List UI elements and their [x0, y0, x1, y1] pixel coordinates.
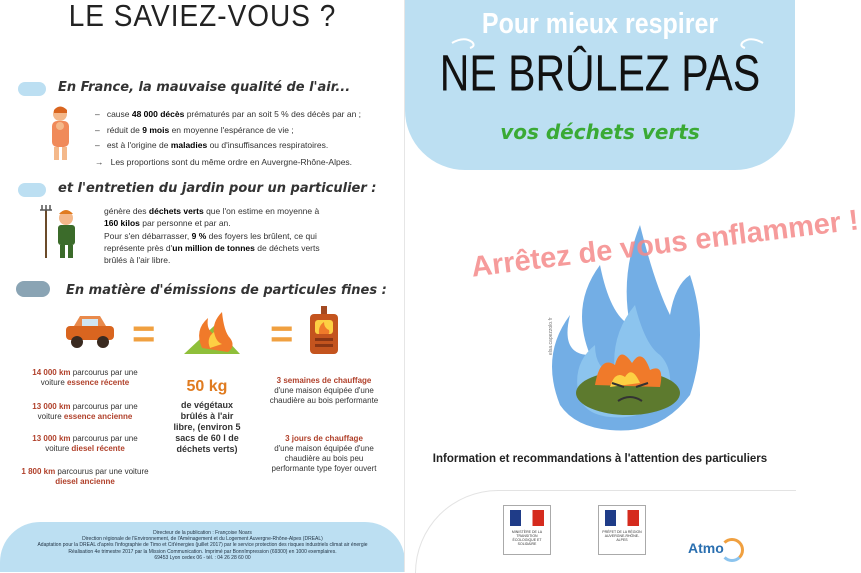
stat-heating-2: 3 jours de chauffage d'une maison équipée d'une chaudière au bois peu performante type foyer ouvert	[271, 434, 377, 473]
footer-credits	[20, 530, 385, 561]
list-item: – cause 48 000 décès prématurés par an soit 5 % des décès par an ;	[95, 109, 362, 119]
equals-sign: =	[132, 312, 156, 356]
paragraph: génère des déchets verts que l'on estime en moyenne à 160 kilos par personne et par an.	[104, 206, 320, 228]
person-coughing-icon	[46, 104, 76, 162]
flag-icon	[510, 510, 544, 526]
footer-line: Direction régionale de l'Environnement, de l'Aménagement et du Logement Auvergne-Rhône-Alpes (DREAL)	[82, 536, 323, 543]
headline: NE BRÛLEZ PAS	[439, 44, 761, 102]
stat-weight: 50 kg	[186, 378, 228, 395]
footer-line: Adaptation pour la DREAL d'après l'infographie de Timo et Cit'énergies (juillet 2017) par le service protection des risques industriels climat air énergie	[37, 542, 368, 549]
list-item: – est à l'origine de maladies ou d'insuffisances respiratoires.	[95, 140, 329, 150]
section-title-garden: et l'entretien du jardin pour un particulier :	[58, 181, 377, 196]
paragraph: Pour s'en débarrasser, 9 % des foyers les brûlent, ce qui représente près d'un million de tonnes de déchets verts brûlés à l'air libre.	[104, 231, 320, 265]
stat-car-3: 13 000 km parcourus par une voiture diesel récente	[32, 434, 138, 453]
cloud-icon	[18, 183, 46, 197]
atmo-swirl-icon	[720, 538, 744, 562]
wood-stove-icon	[308, 306, 340, 358]
list-item: → Les proportions sont du même ordre en Auvergne-Rhône-Alpes.	[95, 157, 353, 167]
footer-line: 69453 Lyon cedex 06 - tél. : 04 26 28 60 00	[154, 554, 251, 561]
headline-sub: vos déchets verts	[500, 120, 700, 144]
marianne-logo-icon	[503, 505, 551, 555]
slogan: Arrêtez de vous enflammer !	[469, 204, 861, 284]
logo-text: PRÉFET DE LA RÉGION AUVERGNE-RHÔNE-ALPES	[602, 530, 642, 542]
stat-weight-text: de végétaux brûlés à l'air libre, (environ 5 sacs de 60 l de déchets verts)	[173, 400, 241, 454]
stat-heating-1: 3 semaines de chauffage d'une maison équipée d'une chaudière au bois performante	[269, 376, 379, 405]
illustrator-credit: elsa.capezzolo.fr	[548, 317, 554, 355]
stat-car-4: 1 800 km parcourus par une voiture diesel ancienne	[21, 467, 149, 486]
section-title-air: En France, la mauvaise qualité de l'air...	[58, 80, 351, 95]
burning-leaves-icon	[180, 304, 244, 356]
atmo-logo-icon: Atmo	[688, 540, 724, 556]
equals-sign: =	[270, 312, 294, 356]
flag-icon	[605, 510, 639, 526]
stat-car-1: 14 000 km parcourus par une voiture essence récente	[32, 368, 138, 387]
page-title: LE SAVIEZ-VOUS ?	[68, 0, 337, 33]
gardener-icon	[40, 204, 88, 260]
list-item: – réduit de 9 mois en moyenne l'espérance de vie ;	[95, 125, 294, 135]
stat-car-2: 13 000 km parcourus par une voiture essence ancienne	[32, 402, 138, 421]
footer-line: Réalisation 4e trimestre 2017 par la Mission Communication. Imprimé par BonnImpression (69300) en 1000 exemplaires.	[68, 548, 337, 555]
info-line: Information et recommandations à l'attention des particuliers	[432, 453, 768, 465]
footer-line: Directeur de la publication : Françoise Noars	[153, 530, 252, 536]
logo-text: MINISTÈRE DE LA TRANSITION ÉCOLOGIQUE ET SOLIDAIRE	[511, 530, 543, 546]
marianne-logo-icon	[598, 505, 646, 555]
car-icon	[64, 314, 116, 350]
cloud-icon	[18, 82, 46, 96]
subtitle: Pour mieux respirer	[481, 7, 719, 41]
cloud-icon	[16, 281, 50, 297]
section-title-particles: En matière d'émissions de particules fines :	[66, 283, 387, 298]
